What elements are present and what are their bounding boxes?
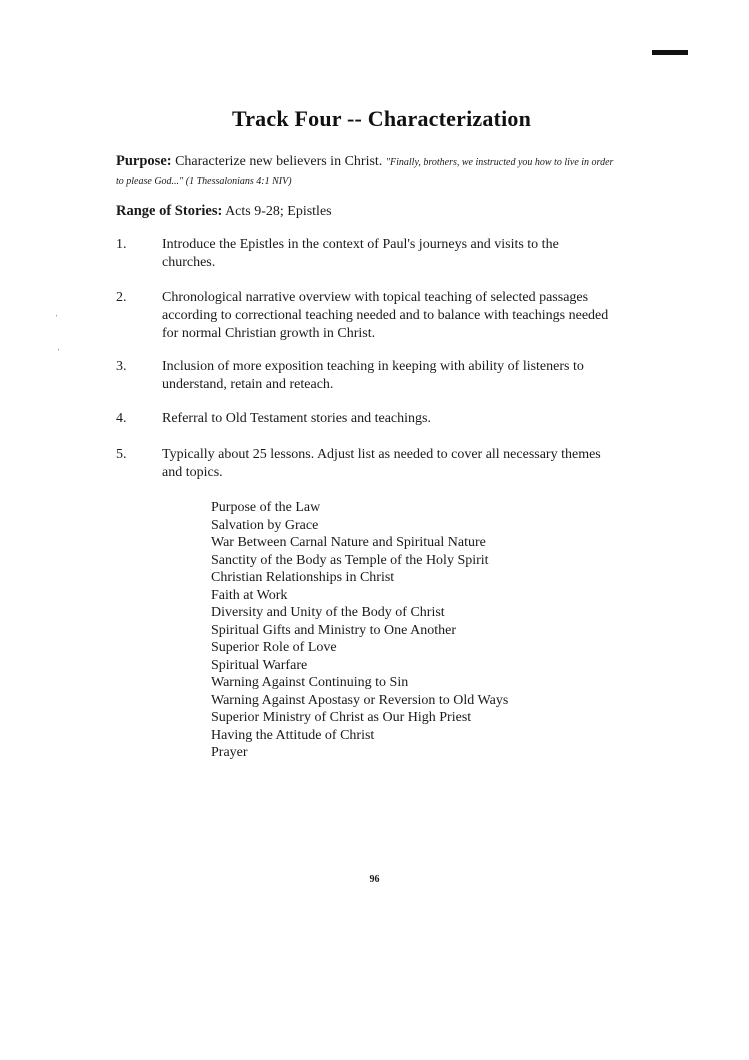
topic-item: Spiritual Gifts and Ministry to One Another — [211, 622, 456, 638]
topic-item: Superior Role of Love — [211, 640, 337, 655]
topic-item: Salvation by Grace — [211, 517, 319, 533]
list-item-number: 1. — [116, 237, 127, 252]
range-label: Range of Stories: — [116, 203, 223, 219]
topic-item: Warning Against Continuing to Sin — [211, 675, 409, 690]
list-item-text: Typically about 25 lessons. Adjust list as needed to cover all necessary themes and topics. — [162, 447, 601, 480]
topic-item: War Between Carnal Nature and Spiritual Nature — [211, 535, 486, 550]
topic-item: Christian Relationships in Christ — [211, 570, 395, 585]
topic-item: Having the Attitude of Christ — [211, 727, 375, 743]
purpose-text: Characterize new believers in Christ. — [175, 154, 383, 169]
purpose-label: Purpose: — [116, 153, 172, 169]
topic-item: Faith at Work — [211, 587, 288, 603]
list-item-text: Referral to Old Testament stories and teachings. — [162, 411, 431, 426]
topic-item: Warning Against Apostasy or Reversion to Old Ways — [211, 692, 509, 708]
topic-item: Prayer — [211, 745, 248, 760]
page-edge-mark — [652, 50, 688, 55]
page-number: 96 — [369, 874, 380, 885]
scan-speck: ˈ — [55, 314, 59, 325]
list-item-number: 5. — [116, 447, 127, 462]
topic-item: Superior Ministry of Christ as Our High Priest — [211, 710, 472, 725]
topics-list — [211, 499, 508, 762]
list-item-number: 3. — [116, 359, 127, 374]
list-item-text: Inclusion of more exposition teaching in keeping with ability of listeners to understand, retain and reteach. — [162, 359, 584, 392]
list-item-number: 4. — [116, 411, 127, 426]
range-of-stories — [116, 203, 332, 220]
list-item-text: Introduce the Epistles in the context of Paul's journeys and visits to the churches. — [162, 237, 559, 270]
scan-speck: ˌ — [57, 340, 61, 351]
purpose-paragraph — [116, 152, 616, 191]
list-item-text: Chronological narrative overview with topical teaching of selected passages according to correctional teaching needed and to balance with teachings needed for normal Christian growth in Christ. — [162, 290, 609, 341]
range-text: Acts 9-28; Epistles — [225, 204, 332, 219]
list-item-number: 2. — [116, 290, 127, 305]
topic-item: Spiritual Warfare — [211, 657, 308, 673]
topic-item: Diversity and Unity of the Body of Christ — [211, 605, 445, 620]
topic-item: Sanctity of the Body as Temple of the Holy Spirit — [211, 552, 489, 568]
purpose-quote: "Finally, brothers, we instructed you how to live in order to please God..." (1 Thessalonians 4:1 NIV) — [116, 157, 614, 187]
topic-item: Purpose of the Law — [211, 500, 321, 515]
page-title: Track Four -- Characterization — [231, 106, 532, 131]
